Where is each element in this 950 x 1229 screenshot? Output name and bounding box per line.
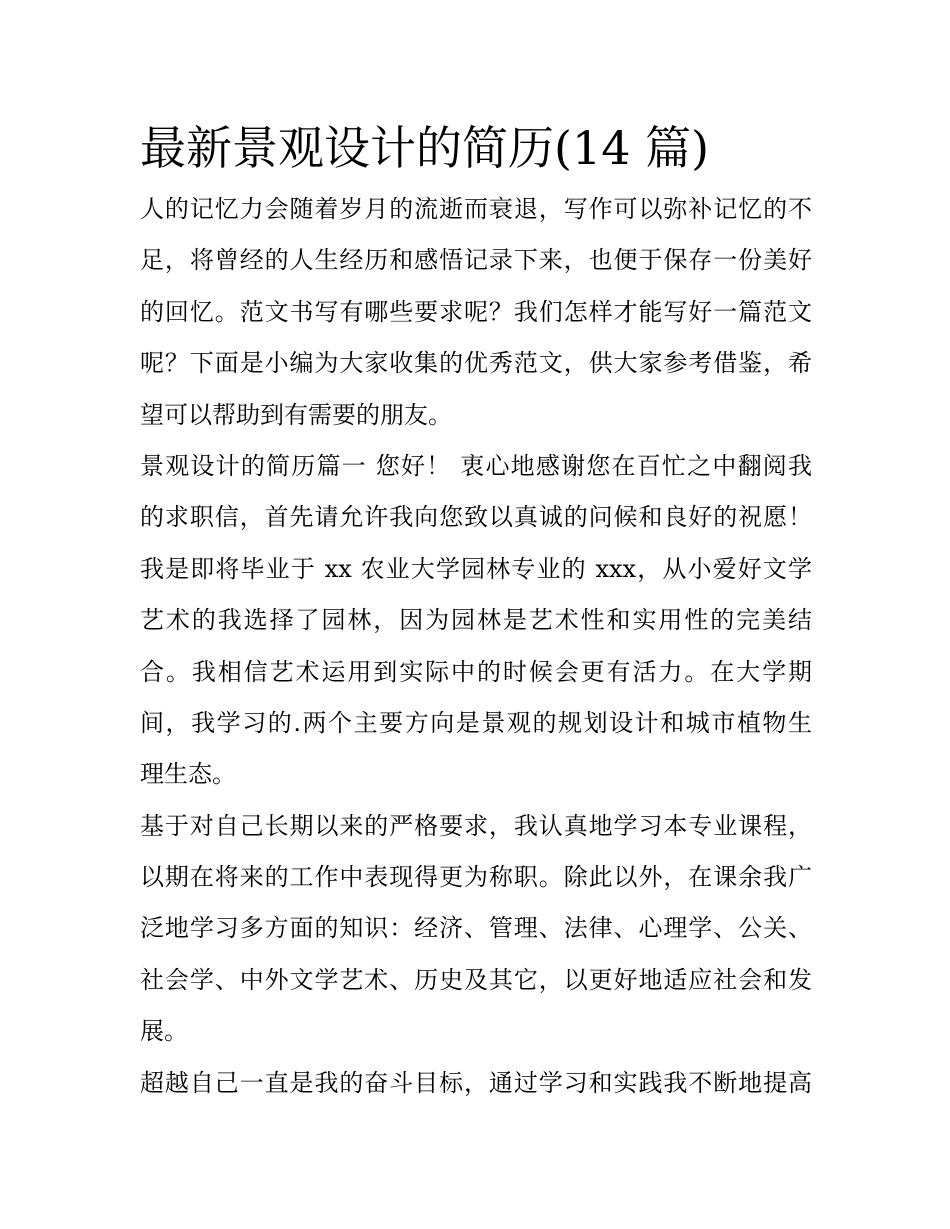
text-line: 的回忆。范文书写有哪些要求呢？我们怎样才能写好一篇范文 <box>140 297 812 326</box>
paragraph-section-one <box>140 441 812 801</box>
text-line: 我是即将毕业于 xx 农业大学园林专业的 xxx，从小爱好文学 <box>140 554 812 583</box>
text-line: 理生态。 <box>140 760 236 789</box>
text-line: 合。我相信艺术运用到实际中的时候会更有活力。在大学期 <box>140 657 812 686</box>
text-line: 人的记忆力会随着岁月的流逝而衰退，写作可以弥补记忆的不 <box>140 195 812 223</box>
text-line: 基于对自己长期以来的严格要求，我认真地学习本专业课程， <box>140 811 812 840</box>
text-line: 间，我学习的.两个主要方向是景观的规划设计和城市植物生 <box>140 708 812 737</box>
text-line: 社会学、中外文学艺术、历史及其它，以更好地适应社会和发 <box>140 965 812 994</box>
paragraph-study <box>140 801 812 1058</box>
text-line: 艺术的我选择了园林，因为园林是艺术性和实用性的完美结 <box>140 606 812 635</box>
text-line: 足，将曾经的人生经历和感悟记录下来，也便于保存一份美好 <box>140 246 812 275</box>
text-line: 呢？下面是小编为大家收集的优秀范文，供大家参考借鉴，希 <box>140 349 812 378</box>
text-line: 望可以帮助到有需要的朋友。 <box>140 400 452 429</box>
document-content <box>140 112 812 1109</box>
text-line: 超越自己一直是我的奋斗目标，通过学习和实践我不断地提高 <box>140 1068 812 1097</box>
paragraph-intro <box>140 184 812 441</box>
paragraph-goal <box>140 1058 812 1109</box>
text-line: 的求职信，首先请允许我向您致以真诚的问候和良好的祝愿！ <box>140 503 812 532</box>
text-line: 泛地学习多方面的知识：经济、管理、法律、心理学、公关、 <box>140 914 812 943</box>
text-line: 以期在将来的工作中表现得更为称职。除此以外，在课余我广 <box>140 863 812 892</box>
text-line: 景观设计的简历篇一 您好！ 衷心地感谢您在百忙之中翻阅我 <box>140 451 812 480</box>
document-title: 最新景观设计的简历(14 篇) <box>140 121 710 175</box>
text-line: 展。 <box>140 1017 188 1046</box>
